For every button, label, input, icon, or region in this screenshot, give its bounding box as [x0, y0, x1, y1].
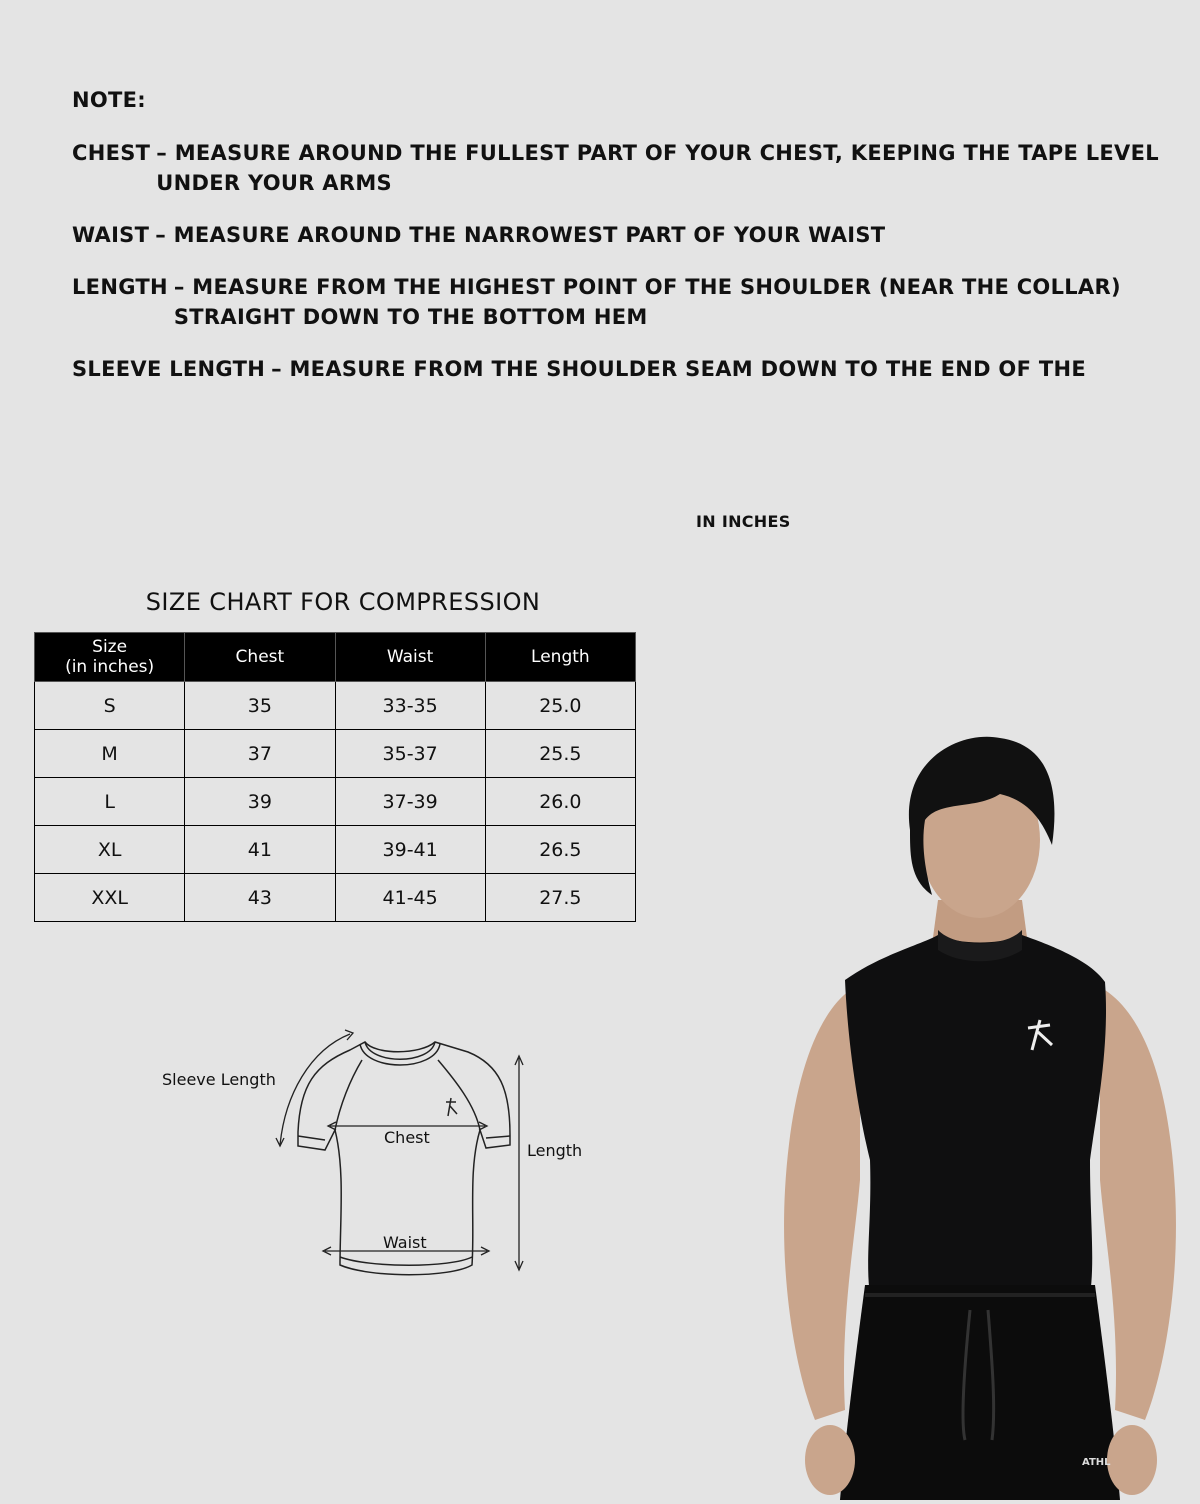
note-waist: [72, 220, 1182, 250]
cell-length: 25.0: [485, 682, 635, 730]
cell-waist: 37-39: [335, 778, 485, 826]
header-waist: Waist: [335, 633, 485, 682]
shirt-brand-text: ATHL: [1082, 1457, 1111, 1468]
note-sleeve-length: [72, 354, 1182, 384]
table-row: [35, 682, 636, 730]
table-row: [35, 874, 636, 922]
chest-label: Chest: [384, 1128, 430, 1147]
note-key: SLEEVE LENGTH: [72, 357, 266, 381]
cell-waist: 35-37: [335, 730, 485, 778]
table-header-row: [35, 633, 636, 682]
note-text: – MEASURE AROUND THE NARROWEST PART OF YOUR WAIST: [155, 223, 886, 247]
size-chart-title-text: SIZE CHART FOR COMPRESSION: [145, 588, 541, 616]
cell-size: S: [35, 682, 185, 730]
note-text: – MEASURE AROUND THE FULLEST PART OF YOUR CHEST, KEEPING THE TAPE LEVEL UNDER YOUR ARMS: [156, 141, 1159, 195]
model-photo: [760, 720, 1200, 1500]
table-row: [35, 778, 636, 826]
header-size: Size (in inches): [35, 633, 185, 682]
cell-size: XL: [35, 826, 185, 874]
cell-size: XXL: [35, 874, 185, 922]
cell-chest: 41: [185, 826, 335, 874]
cell-chest: 37: [185, 730, 335, 778]
note-text: – MEASURE FROM THE SHOULDER SEAM DOWN TO THE END OF THE: [271, 357, 1086, 381]
size-chart-title: [34, 588, 792, 616]
cell-length: 27.5: [485, 874, 635, 922]
notes-title: NOTE:: [72, 88, 146, 112]
cell-chest: 39: [185, 778, 335, 826]
cell-chest: 43: [185, 874, 335, 922]
cell-chest: 35: [185, 682, 335, 730]
table-row: [35, 826, 636, 874]
note-length: [72, 272, 1182, 332]
model-wearing-compression-shirt-icon: [760, 720, 1200, 1500]
note-key: CHEST: [72, 141, 151, 165]
cell-size: L: [35, 778, 185, 826]
cell-waist: 39-41: [335, 826, 485, 874]
length-label: Length: [527, 1141, 583, 1160]
note-key: LENGTH: [72, 275, 168, 299]
cell-waist: 33-35: [335, 682, 485, 730]
shirt-measurement-diagram: [150, 1020, 610, 1290]
measurement-notes: [72, 88, 1182, 406]
header-chest: Chest: [185, 633, 335, 682]
size-chart-table: [34, 632, 636, 922]
cell-length: 26.5: [485, 826, 635, 874]
table-row: [35, 730, 636, 778]
waist-label: Waist: [383, 1233, 427, 1252]
header-length: Length: [485, 633, 635, 682]
cell-size: M: [35, 730, 185, 778]
unit-label: IN INCHES: [696, 512, 791, 531]
note-chest: [72, 138, 1182, 198]
note-text: – MEASURE FROM THE HIGHEST POINT OF THE SHOULDER (NEAR THE COLLAR) STRAIGHT DOWN TO THE BOTTOM HEM: [173, 275, 1121, 329]
cell-length: 25.5: [485, 730, 635, 778]
sleeve-length-label: Sleeve Length: [162, 1070, 276, 1089]
note-key: WAIST: [72, 223, 150, 247]
cell-length: 26.0: [485, 778, 635, 826]
cell-waist: 41-45: [335, 874, 485, 922]
brand-logo-icon: [446, 1098, 457, 1116]
